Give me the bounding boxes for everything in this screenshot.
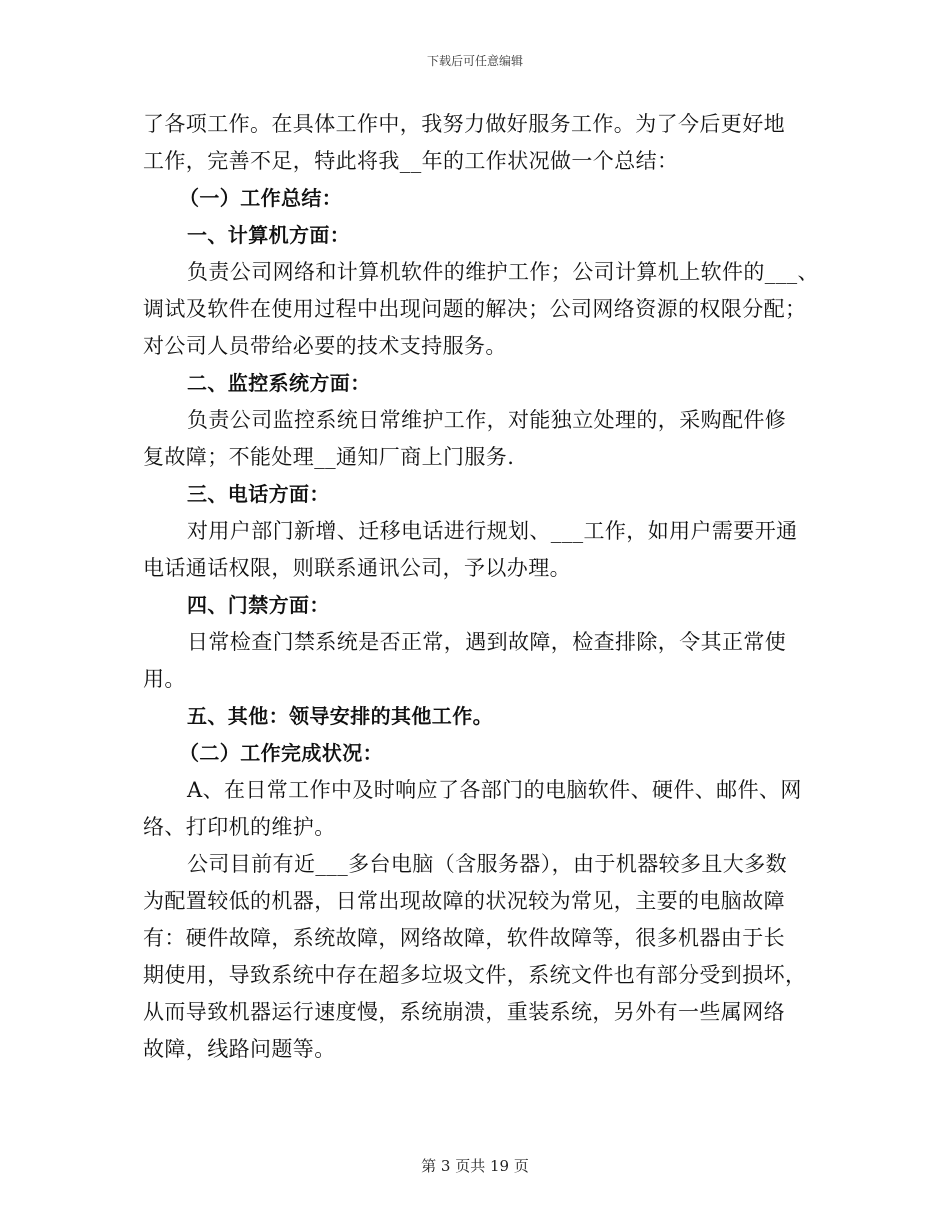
paragraph-line: 故障，线路问题等。 bbox=[143, 1037, 336, 1061]
page-number: 第 3 页共 19 页 bbox=[421, 1157, 529, 1175]
paragraph-line: 从而导致机器运行速度慢，系统崩溃，重装系统，另外有一些属网络 bbox=[143, 1000, 785, 1024]
subsection-heading: 四、门禁方面： bbox=[187, 593, 330, 617]
paragraph-line: 对公司人员带给必要的技术支持服务。 bbox=[143, 334, 507, 358]
paragraph-line: 公司目前有近___多台电脑（含服务器），由于机器较多且大多数 bbox=[187, 852, 787, 876]
paragraph-line: 负责公司网络和计算机软件的维护工作；公司计算机上软件的___、 bbox=[187, 260, 819, 284]
paragraph-line: 复故障；不能处理__通知厂商上门服务. bbox=[143, 445, 515, 469]
paragraph-line: 用。 bbox=[143, 667, 186, 691]
paragraph-line: A、在日常工作中及时响应了各部门的电脑软件、硬件、邮件、网 bbox=[187, 778, 802, 802]
paragraph-line: 了各项工作。在具体工作中，我努力做好服务工作。为了今后更好地 bbox=[143, 112, 785, 136]
section-heading: （一）工作总结： bbox=[179, 186, 343, 210]
paragraph-line: 为配置较低的机器，日常出现故障的状况较为常见，主要的电脑故障 bbox=[143, 889, 785, 913]
paragraph-line: 电话通话权限，则联系通讯公司，予以办理。 bbox=[143, 556, 571, 580]
paragraph-line: 有：硬件故障，系统故障，网络故障，软件故障等，很多机器由于长 bbox=[143, 926, 785, 950]
paragraph-line: 期使用，导致系统中存在超多垃圾文件，系统文件也有部分受到损坏， bbox=[143, 963, 807, 987]
paragraph-line: 对用户部门新增、迁移电话进行规划、___工作，如用户需要开通 bbox=[187, 519, 798, 543]
document-body bbox=[143, 106, 819, 1068]
paragraph-line: 工作，完善不足，特此将我__年的工作状况做一个总结： bbox=[143, 149, 679, 173]
section-heading: （二）工作完成状况： bbox=[179, 741, 383, 765]
subsection-heading: 一、计算机方面： bbox=[187, 223, 351, 247]
paragraph-line: 络、打印机的维护。 bbox=[143, 815, 336, 839]
paragraph-line: 日常检查门禁系统是否正常，遇到故障，检查排除，令其正常使 bbox=[187, 630, 787, 654]
subsection-heading: 三、电话方面： bbox=[187, 482, 330, 506]
subsection-heading: 五、其他：领导安排的其他工作。 bbox=[187, 704, 493, 728]
paragraph-line: 调试及软件在使用过程中出现问题的解决；公司网络资源的权限分配； bbox=[143, 297, 807, 321]
header-note: 下载后可任意编辑 bbox=[426, 54, 523, 68]
paragraph-line: 负责公司监控系统日常维护工作，对能独立处理的，采购配件修 bbox=[187, 408, 787, 432]
subsection-heading: 二、监控系统方面： bbox=[187, 371, 371, 395]
